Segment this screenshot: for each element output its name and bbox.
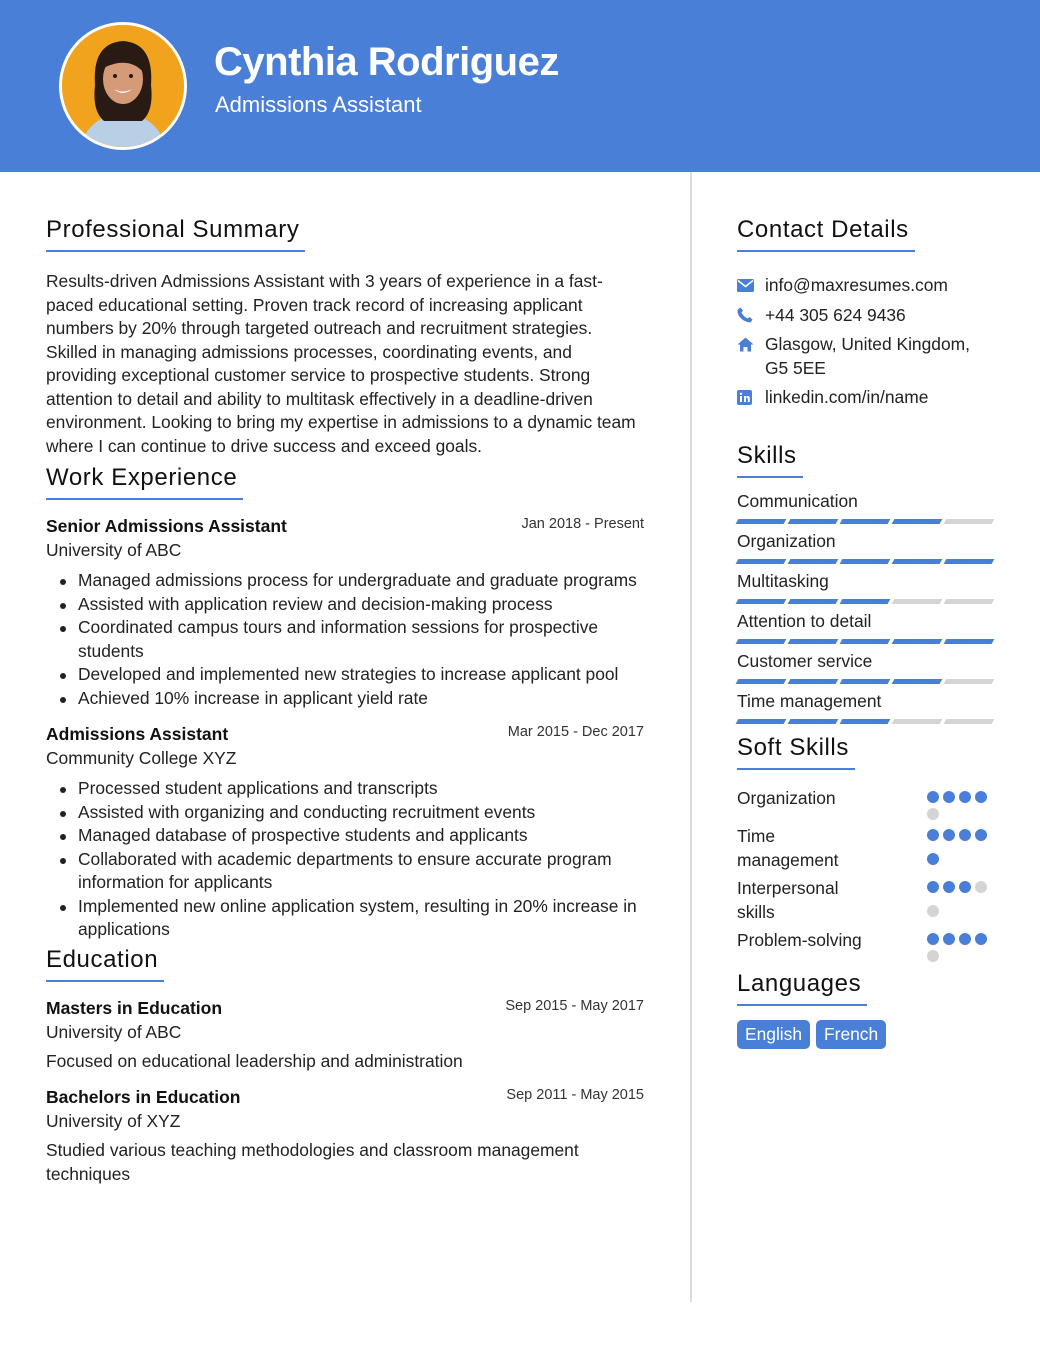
skill-level-segment: [840, 519, 891, 524]
soft-skill-name: Interpersonal skills: [737, 877, 839, 922]
rating-dot: [927, 933, 939, 945]
skills-heading: Skills: [737, 438, 803, 478]
skill-level-segment: [788, 599, 839, 604]
skill-level-segment: [840, 559, 891, 564]
envelope-icon: [737, 274, 765, 298]
rating-dot: [959, 791, 971, 803]
skill-level-segment: [944, 679, 995, 684]
skill-level-bar: [737, 679, 993, 684]
rating-dot: [927, 829, 939, 841]
sidebar-column: [737, 212, 997, 1049]
skill-level-segment: [944, 719, 995, 724]
skill-level-segment: [944, 599, 995, 604]
bullet-item: Coordinated campus tours and information sessions for prospective students: [60, 616, 646, 663]
linkedin-icon: [737, 386, 765, 410]
rating-dot: [927, 881, 939, 893]
rating-dot: [927, 905, 939, 917]
skill-level-segment: [788, 639, 839, 644]
soft-skill-item: [737, 876, 997, 924]
skill-item: [737, 570, 997, 604]
job-title: Admissions Assistant: [46, 724, 229, 744]
bullet-item: Assisted with organizing and conducting recruitment events: [60, 801, 646, 825]
degree-title: Masters in Education: [46, 997, 223, 1018]
skill-name: Multitasking: [737, 570, 829, 591]
candidate-role: Admissions Assistant: [215, 92, 422, 117]
skill-item: [737, 530, 997, 564]
skill-level-segment: [892, 679, 943, 684]
skill-level-segment: [736, 719, 787, 724]
bullet-item: Achieved 10% increase in applicant yield rate: [60, 687, 646, 711]
rating-dot: [943, 791, 955, 803]
soft-skill-name: Problem-solving: [737, 929, 862, 950]
email-text: info@maxresumes.com: [765, 275, 948, 295]
contact-email[interactable]: [737, 274, 997, 298]
rating-dot: [927, 853, 939, 865]
education-description: Studied various teaching methodologies and classroom management techniques: [46, 1140, 579, 1184]
skill-level-segment: [892, 599, 943, 604]
skill-level-segment: [944, 519, 995, 524]
skill-level-segment: [840, 599, 891, 604]
rating-dot: [959, 933, 971, 945]
main-column: [46, 212, 646, 1186]
skill-level-segment: [892, 719, 943, 724]
contact-linkedin[interactable]: [737, 386, 997, 410]
bullet-item: Collaborated with academic departments to ensure accurate program information for applicants: [60, 848, 646, 895]
skill-level-segment: [892, 519, 943, 524]
skill-level-segment: [788, 519, 839, 524]
summary-heading: Professional Summary: [46, 212, 305, 252]
rating-dot: [975, 791, 987, 803]
skill-level-segment: [892, 559, 943, 564]
contact-address: [737, 333, 997, 380]
skill-level-bar: [737, 719, 993, 724]
skill-level-segment: [736, 679, 787, 684]
education-date: Sep 2011 - May 2015: [506, 1087, 644, 1103]
job-date: Mar 2015 - Dec 2017: [507, 724, 644, 740]
rating-dot: [927, 808, 939, 820]
bullet-item: Processed student applications and transcripts: [60, 777, 646, 801]
skill-level-segment: [788, 679, 839, 684]
job-organization: University of ABC: [46, 540, 182, 560]
contact-list: [737, 274, 997, 410]
soft-skills-heading: Soft Skills: [737, 730, 855, 770]
bullet-item: Managed database of prospective students and applicants: [60, 824, 646, 848]
rating-dot: [975, 933, 987, 945]
soft-skill-item: [737, 786, 997, 820]
education-description: Focused on educational leadership and administration: [46, 1050, 463, 1071]
phone-text: +44 305 624 9436: [765, 304, 906, 325]
address-text: Glasgow, United Kingdom, G5 5EE: [765, 334, 970, 378]
soft-skill-item: [737, 928, 997, 962]
skill-level-segment: [736, 559, 787, 564]
skill-item: [737, 690, 997, 724]
rating-dot: [975, 829, 987, 841]
skill-item: [737, 490, 997, 524]
skill-level-segment: [788, 559, 839, 564]
degree-title: Bachelors in Education: [46, 1087, 241, 1107]
skill-level-segment: [892, 639, 943, 644]
education-entry: [46, 1087, 646, 1186]
skill-name: Time management: [737, 690, 882, 711]
soft-skill-rating: [927, 928, 997, 962]
skill-level-segment: [736, 599, 787, 604]
bullet-item: Developed and implemented new strategies to increase applicant pool: [60, 663, 646, 687]
language-tag: English: [737, 1020, 810, 1049]
contact-heading: Contact Details: [737, 212, 915, 252]
rating-dot: [975, 881, 987, 893]
rating-dot: [959, 881, 971, 893]
rating-dot: [943, 933, 955, 945]
bullet-item: Implemented new online application system, resulting in 20% increase in applications: [60, 895, 646, 942]
skill-name: Organization: [737, 530, 836, 551]
candidate-name: Cynthia Rodriguez: [214, 40, 559, 84]
languages-list: [737, 1020, 997, 1049]
column-divider: [690, 172, 692, 1302]
job-entry: [46, 516, 646, 710]
rating-dot: [959, 829, 971, 841]
education-date: Sep 2015 - May 2017: [505, 997, 644, 1014]
job-bullets: [46, 569, 646, 710]
languages-heading: Languages: [737, 966, 867, 1006]
skills-list: [737, 490, 997, 724]
bullet-item: Assisted with application review and decision-making process: [60, 593, 646, 617]
home-icon: [737, 333, 765, 357]
school-name: University of ABC: [46, 1021, 182, 1042]
skill-level-bar: [737, 599, 993, 604]
job-bullets: [46, 777, 646, 942]
bullet-item: Managed admissions process for undergraduate and graduate programs: [60, 569, 646, 593]
job-entry: [46, 724, 646, 942]
education-heading: Education: [46, 942, 164, 982]
skill-level-bar: [737, 519, 993, 524]
skill-level-segment: [944, 559, 995, 564]
rating-dot: [927, 950, 939, 962]
soft-skills-list: [737, 786, 997, 962]
soft-skill-name: Time management: [737, 825, 839, 870]
skill-level-segment: [736, 519, 787, 524]
rating-dot: [943, 829, 955, 841]
contact-phone[interactable]: [737, 304, 997, 328]
skill-item: [737, 610, 997, 644]
skill-level-segment: [736, 639, 787, 644]
rating-dot: [943, 881, 955, 893]
skill-item: [737, 650, 997, 684]
skill-name: Communication: [737, 490, 858, 511]
soft-skill-name: Organization: [737, 787, 836, 808]
soft-skill-item: [737, 824, 997, 872]
skill-name: Attention to detail: [737, 610, 872, 631]
linkedin-text: linkedin.com/in/name: [765, 387, 929, 407]
soft-skill-rating: [927, 876, 997, 924]
skill-level-segment: [840, 719, 891, 724]
resume-header: [0, 0, 1040, 172]
education-entry: [46, 998, 646, 1074]
soft-skill-rating: [927, 786, 997, 820]
experience-heading: Work Experience: [46, 460, 243, 500]
skill-level-segment: [840, 639, 891, 644]
school-name: University of XYZ: [46, 1111, 181, 1131]
job-organization: Community College XYZ: [46, 748, 237, 768]
soft-skill-rating: [927, 824, 997, 872]
rating-dot: [927, 791, 939, 803]
phone-icon: [737, 304, 765, 328]
summary-text: Results-driven Admissions Assistant with 3 years of experience in a fast-paced educational setting. Proven track record of increasing applicant numbers by 20% through targeted outreach and recruitment strategies. Skilled in managing admissions processes, coordinating events, and providing exceptional customer service to prospective students. Strong attention to detail and ability to multitask effectively in a deadline-driven environment. Looking to bring my expertise in admissions to a dynamic team where I can continue to drive success and exceed goals.: [46, 271, 636, 456]
job-title: Senior Admissions Assistant: [46, 516, 287, 536]
skill-level-segment: [944, 639, 995, 644]
job-date: Jan 2018 - Present: [521, 516, 644, 532]
skill-level-segment: [840, 679, 891, 684]
skill-level-segment: [788, 719, 839, 724]
profile-photo: [59, 22, 187, 150]
skill-name: Customer service: [737, 650, 873, 671]
language-tag: French: [816, 1020, 886, 1049]
skill-level-bar: [737, 559, 993, 564]
skill-level-bar: [737, 639, 993, 644]
